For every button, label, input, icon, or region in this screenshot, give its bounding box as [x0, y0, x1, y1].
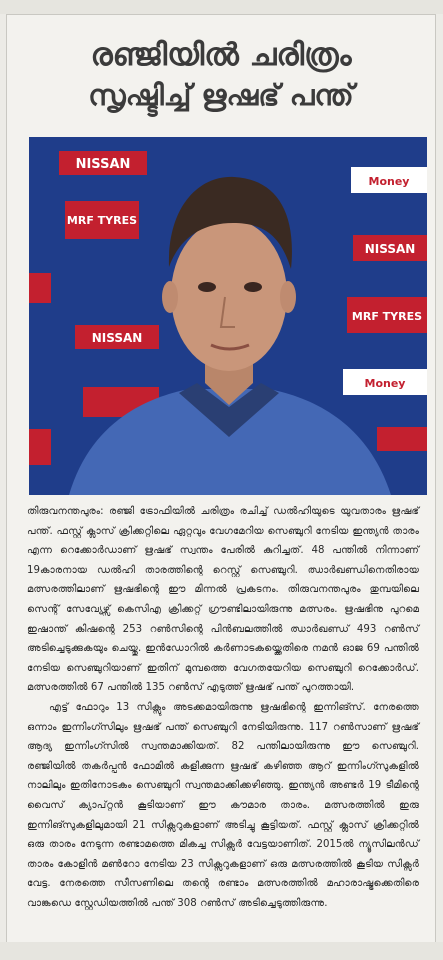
- player-photo: [29, 137, 427, 495]
- bottom-strip: [0, 942, 443, 960]
- article-paragraph-1: തിരുവനന്തപുരം: രഞ്ജി ട്രോഫിയിൽ ചരിത്രം രചിച്ച് ഡൽഹിയുടെ യുവതാരം ഋഷഭ് പന്ത്. ഫസ്റ്റ് ക്ലാസ് ക്രിക്കറ്റിലെ ഏറ്റവും വേഗമേറിയ സെഞ്ചുറി നേടിയ ഇന്ത്യൻ താരം എന്ന റെക്കോർഡാണ് ഋഷഭ് സ്വന്തം പേരിൽ കുറിച്ചത്. 48 പന്തിൽ നിന്നാണ് 19കാരനായ ഡൽഹി താരത്തിന്റെ റെസ്റ്റ് സെഞ്ചുറി. ഝാർഖണ്ഡിനെതിരായ മത്സരത്തിലാണ് ഋഷഭിന്റെ ഈ മിന്നൽ പ്രകടനം. തിരുവനന്തപുരം തുമ്പയിലെ സെന്റ് സേവ്യേഴ്സ് കെസിഎ ക്രിക്കറ്റ് ഗ്രൗണ്ടിലായിരുന്നു മത്സരം. ഋഷഭിനു പുറമെ ഇഷാന്ത് കിഷന്റെ 253 റൺസിന്റെ പിൻബലത്തിൽ ഝാർഖണ്ഡ് 493 റൺസ് അടിച്ചെടുക്കുകയും ചെയ്തു. ഇൻഡോറിൽ കർണാടകയ്ക്കെതിരെ നമൻ ഓജ 69 പന്തിൽ നേടിയ സെഞ്ചുറിയാണ് ഇതിന് മുമ്പത്തെ വേഗതയേറിയ സെഞ്ചുറി റെക്കോർഡ്. മത്സരത്തിൽ 67 പന്തിൽ 135 റൺസ് എടുത്ത് ഋഷഭ് പന്ത് പുറത്തായി.: [27, 506, 419, 694]
- sponsor-nissan-1: NISSAN: [75, 157, 131, 172]
- sponsor-nissan-3: NISSAN: [364, 242, 416, 256]
- sponsor-mrf-2: MRF TYRES: [351, 310, 423, 323]
- newspaper-clipping: [6, 14, 436, 944]
- player-photo-illustration: [29, 137, 427, 495]
- headline: [7, 35, 435, 115]
- sponsor-money-1: Money: [368, 175, 410, 188]
- sponsor-mrf-1: MRF TYRES: [66, 214, 138, 227]
- top-scrap-strip: [0, 0, 443, 14]
- article-paragraph-2: എട്ട് ഫോറും 13 സിക്സും അടക്കമായിരുന്നു ഋഷഭിന്റെ ഇന്നിങ്സ്. നേരത്തെ ഒന്നാം ഇന്നിംഗ്സിലും ഋഷഭ് പന്ത് സെഞ്ചുറി നേടിയിരുന്നു. 117 റൺസാണ് ഋഷഭ് ആദ്യ ഇന്നിംഗ്സിൽ സ്വന്തമാക്കിയത്. 82 പന്തിലായിരുന്നു ഈ സെഞ്ചുറി. രഞ്ജിയിൽ തകർപ്പൻ ഫോമിൽ കളിക്കുന്ന ഋഷഭ് കഴിഞ്ഞ ആറ് ഇന്നിംഗ്സുകളിൽ നാലിലും ഇതിനോടകം സെഞ്ചുറി സ്വന്തമാക്കിക്കഴിഞ്ഞു. ഇന്ത്യൻ അണ്ടർ 19 ടീമിന്റെ വൈസ് ക്യാപ്റ്റൻ കൂടിയാണ് ഈ കൗമാര താരം. മത്സരത്തിൽ ഇരു ഇന്നിങ്സുകളിലുമായി 21 സിക്സറുകളാണ് അടിച്ചു കൂട്ടിയത്. ഫസ്റ്റ് ക്ലാസ് ക്രിക്കറ്റിൽ ഒരു താരം നേടുന്ന രണ്ടാമത്തെ മികച്ച സിക്സർ വേട്ടയാണിത്. 2015ൽ ന്യൂസിലൻഡ് താരം കോളിൻ മൺറോ നേടിയ 23 സിക്സറുകളാണ് ഒരു മത്സരത്തിൽ കൂടിയ സിക്സർ വേട്ട. നേരത്തെ സീസണിലെ തന്റെ രണ്ടാം മത്സരത്തിൽ മഹാരാഷ്ട്രക്കെതിരെ വാങ്കഡെ സ്റ്റേഡിയത്തിൽ പന്ത് 308 റൺസ് അടിച്ചെടുത്തിരുന്നു.: [27, 701, 419, 909]
- headline-line-1: രഞ്ജിയിൽ ചരിത്രം: [90, 37, 352, 73]
- article-body: [27, 502, 419, 913]
- headline-line-2: സൃഷ്ടിച്ച് ഋഷഭ് പന്ത്: [88, 78, 354, 112]
- sponsor-money-2: Money: [364, 377, 406, 390]
- sponsor-nissan-2: NISSAN: [91, 331, 143, 345]
